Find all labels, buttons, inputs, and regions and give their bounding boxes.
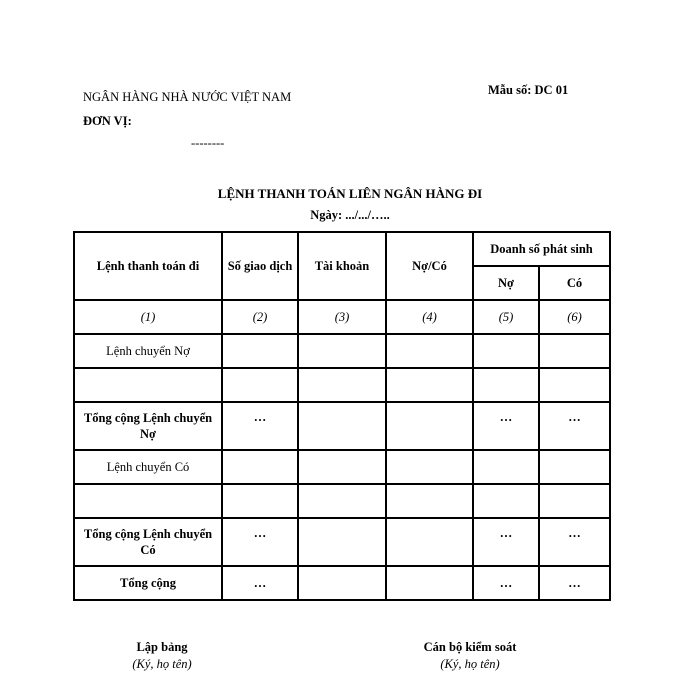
table-cell bbox=[298, 402, 386, 450]
table-row bbox=[74, 334, 610, 368]
total-debit-txn-no: … bbox=[222, 402, 298, 450]
col-number-6: (6) bbox=[539, 300, 610, 334]
table-cell bbox=[298, 566, 386, 600]
col-number-1: (1) bbox=[74, 300, 222, 334]
row-label-total-debit: Tổng cộng Lệnh chuyển Nợ bbox=[74, 402, 222, 450]
table-row bbox=[74, 402, 610, 450]
table-cell bbox=[539, 334, 610, 368]
table-row bbox=[74, 450, 610, 484]
bank-name: NGÂN HÀNG NHÀ NƯỚC VIỆT NAM bbox=[83, 90, 292, 104]
table-cell bbox=[298, 518, 386, 566]
table-cell bbox=[386, 484, 473, 518]
table-cell bbox=[473, 368, 539, 402]
table-cell bbox=[386, 450, 473, 484]
table-cell bbox=[222, 484, 298, 518]
table-cell bbox=[539, 450, 610, 484]
row-label-debit-order: Lệnh chuyển Nợ bbox=[74, 334, 222, 368]
total-credit-turnover-debit: … bbox=[473, 518, 539, 566]
form-title: LỆNH THANH TOÁN LIÊN NGÂN HÀNG ĐI bbox=[217, 186, 483, 201]
col-header-turnover: Doanh số phát sinh bbox=[473, 232, 610, 266]
table-cell bbox=[386, 368, 473, 402]
row-label-grand-total: Tổng cộng bbox=[74, 566, 222, 600]
table-cell bbox=[386, 402, 473, 450]
col-header-turnover-debit: Nợ bbox=[473, 266, 539, 300]
table-row bbox=[74, 368, 610, 402]
unit-value: -------- bbox=[191, 136, 225, 150]
table-row bbox=[74, 518, 610, 566]
column-number-row bbox=[74, 300, 610, 334]
table-cell bbox=[298, 334, 386, 368]
grand-total-turnover-credit: … bbox=[539, 566, 610, 600]
row-label-credit-order: Lệnh chuyển Có bbox=[74, 450, 222, 484]
col-number-2: (2) bbox=[222, 300, 298, 334]
table-row bbox=[74, 484, 610, 518]
table-cell bbox=[473, 450, 539, 484]
col-header-debit-credit: Nợ/Có bbox=[386, 232, 473, 300]
table-row bbox=[74, 566, 610, 600]
col-number-3: (3) bbox=[298, 300, 386, 334]
table-cell bbox=[298, 450, 386, 484]
signature-left-note: (Ký, họ tên) bbox=[132, 657, 192, 671]
col-number-4: (4) bbox=[386, 300, 473, 334]
form-code: Mẫu số: DC 01 bbox=[488, 83, 569, 97]
table-cell bbox=[74, 484, 222, 518]
table-cell bbox=[74, 368, 222, 402]
col-header-order: Lệnh thanh toán đi bbox=[74, 232, 222, 300]
table-cell bbox=[222, 368, 298, 402]
signature-right-title: Cán bộ kiểm soát bbox=[423, 640, 517, 654]
table-cell bbox=[386, 334, 473, 368]
table-cell bbox=[539, 484, 610, 518]
total-credit-turnover-credit: … bbox=[539, 518, 610, 566]
grand-total-txn-no: … bbox=[222, 566, 298, 600]
col-number-5: (5) bbox=[473, 300, 539, 334]
total-credit-txn-no: … bbox=[222, 518, 298, 566]
table-cell bbox=[222, 334, 298, 368]
table-cell bbox=[386, 566, 473, 600]
table-cell bbox=[473, 334, 539, 368]
grand-total-turnover-debit: … bbox=[473, 566, 539, 600]
col-header-account: Tài khoản bbox=[298, 232, 386, 300]
col-header-turnover-credit: Có bbox=[539, 266, 610, 300]
payment-order-table bbox=[73, 231, 611, 601]
row-label-total-credit: Tổng cộng Lệnh chuyển Có bbox=[74, 518, 222, 566]
table-cell bbox=[298, 484, 386, 518]
signature-right-note: (Ký, họ tên) bbox=[440, 657, 500, 671]
signature-left-title: Lập bảng bbox=[136, 640, 188, 654]
table-cell bbox=[298, 368, 386, 402]
table-cell bbox=[386, 518, 473, 566]
unit-label: ĐƠN VỊ: bbox=[83, 114, 132, 128]
total-debit-turnover-credit: … bbox=[539, 402, 610, 450]
table-cell bbox=[539, 368, 610, 402]
col-header-txn-no: Số giao dịch bbox=[222, 232, 298, 300]
table-cell bbox=[222, 450, 298, 484]
total-debit-turnover-debit: … bbox=[473, 402, 539, 450]
form-date: Ngày: .../.../….. bbox=[310, 208, 390, 222]
table-cell bbox=[473, 484, 539, 518]
